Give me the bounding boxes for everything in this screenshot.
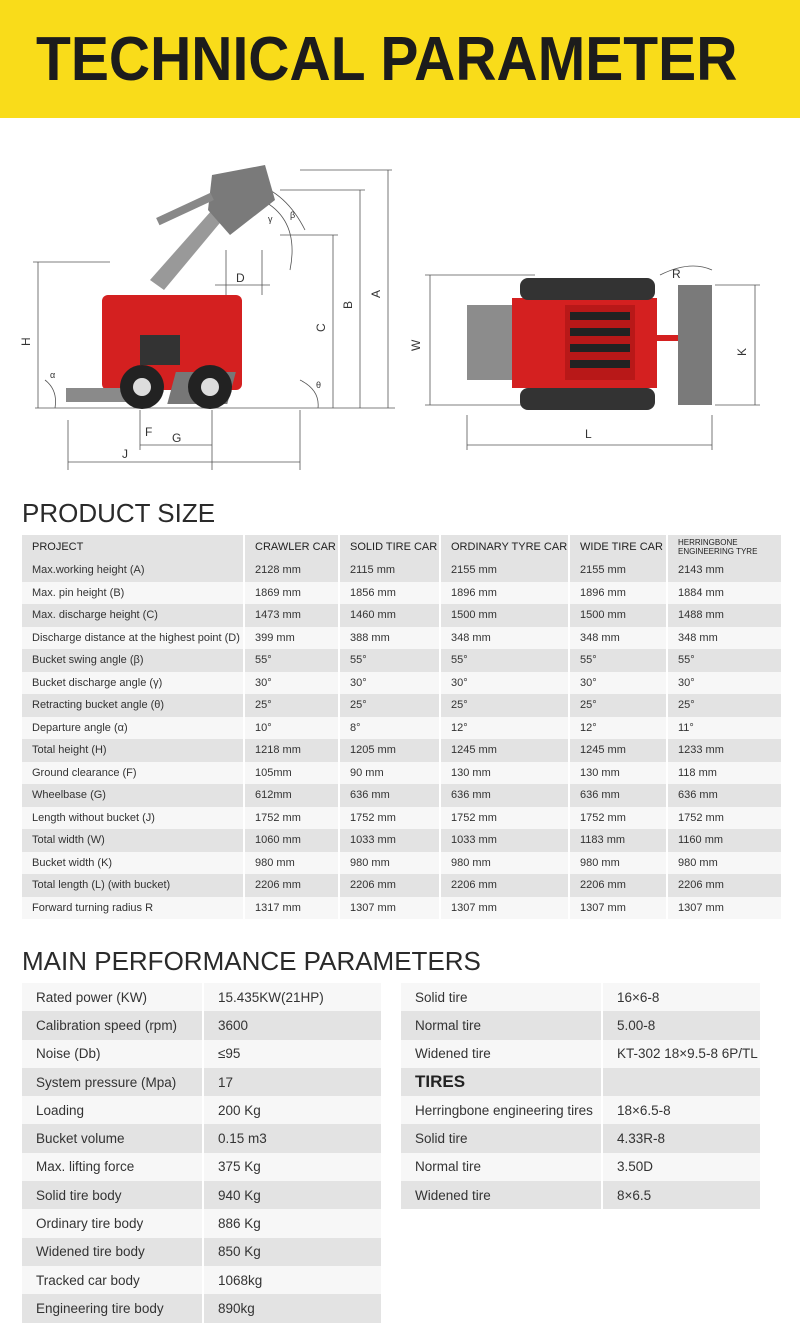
value-cell: 2206 mm bbox=[340, 874, 441, 897]
performance-table-right bbox=[401, 983, 762, 1209]
table-row bbox=[22, 1068, 383, 1096]
table-row bbox=[22, 762, 783, 785]
product-size-table bbox=[22, 535, 783, 919]
value-cell: 1500 mm bbox=[441, 604, 570, 627]
value-cell: 348 mm bbox=[441, 627, 570, 650]
value-cell: 1068kg bbox=[204, 1266, 383, 1294]
value-cell: 1160 mm bbox=[668, 829, 783, 852]
product-size-title: PRODUCT SIZE bbox=[22, 498, 216, 528]
table-row bbox=[401, 1096, 762, 1124]
table-row bbox=[22, 874, 783, 897]
table-row bbox=[22, 1266, 383, 1294]
dim-label-d: D bbox=[236, 271, 245, 285]
parameter-name-cell: Wheelbase (G) bbox=[22, 784, 245, 807]
value-cell: 16×6-8 bbox=[603, 983, 762, 1011]
value-cell: 55° bbox=[668, 649, 783, 672]
value-cell: 5.00-8 bbox=[603, 1011, 762, 1039]
table-row bbox=[22, 717, 783, 740]
value-cell: 1205 mm bbox=[340, 739, 441, 762]
value-cell: 1307 mm bbox=[668, 897, 783, 920]
dim-label-r: R bbox=[672, 267, 681, 281]
value-cell: 375 Kg bbox=[204, 1153, 383, 1181]
parameter-name-cell: Tracked car body bbox=[22, 1266, 204, 1294]
parameter-name-cell: Bucket volume bbox=[22, 1124, 204, 1152]
value-cell: 130 mm bbox=[441, 762, 570, 785]
dim-label-b: B bbox=[341, 300, 355, 309]
value-cell: 1856 mm bbox=[340, 582, 441, 605]
table-row bbox=[401, 1040, 762, 1068]
parameter-name-cell: Normal tire bbox=[401, 1153, 603, 1181]
dim-label-g: G bbox=[172, 431, 182, 445]
dim-label-l: L bbox=[585, 427, 592, 441]
table-row bbox=[22, 784, 783, 807]
table-row bbox=[22, 1040, 383, 1068]
dim-label-w: W bbox=[409, 339, 423, 351]
value-cell: 3.50D bbox=[603, 1153, 762, 1181]
value-cell: 1033 mm bbox=[340, 829, 441, 852]
value-cell: 980 mm bbox=[340, 852, 441, 875]
value-cell: 1896 mm bbox=[570, 582, 668, 605]
value-cell: 636 mm bbox=[668, 784, 783, 807]
parameter-name-cell: Departure angle (α) bbox=[22, 717, 245, 740]
value-cell: 636 mm bbox=[570, 784, 668, 807]
value-cell: 980 mm bbox=[245, 852, 340, 875]
value-cell: 636 mm bbox=[441, 784, 570, 807]
value-cell: 25° bbox=[245, 694, 340, 717]
value-cell: 1317 mm bbox=[245, 897, 340, 920]
table-row bbox=[22, 1181, 383, 1209]
parameter-name-cell: Length without bucket (J) bbox=[22, 807, 245, 830]
table-row bbox=[22, 1011, 383, 1039]
value-cell: 30° bbox=[668, 672, 783, 695]
parameter-name-cell: Noise (Db) bbox=[22, 1040, 204, 1068]
value-cell: 1307 mm bbox=[570, 897, 668, 920]
table-row bbox=[401, 1011, 762, 1039]
value-cell: 886 Kg bbox=[204, 1209, 383, 1237]
value-cell: KT-302 18×9.5-8 6P/TL bbox=[603, 1040, 762, 1068]
value-cell: 12° bbox=[441, 717, 570, 740]
parameter-name-cell: Widened tire bbox=[401, 1181, 603, 1209]
value-cell bbox=[603, 1068, 762, 1096]
parameter-name-cell: Bucket width (K) bbox=[22, 852, 245, 875]
value-cell: 1307 mm bbox=[340, 897, 441, 920]
value-cell: 940 Kg bbox=[204, 1181, 383, 1209]
value-cell: 90 mm bbox=[340, 762, 441, 785]
table-row bbox=[401, 1068, 762, 1096]
value-cell: 25° bbox=[668, 694, 783, 717]
value-cell: 1460 mm bbox=[340, 604, 441, 627]
value-cell: 1488 mm bbox=[668, 604, 783, 627]
value-cell: 30° bbox=[441, 672, 570, 695]
value-cell: 1218 mm bbox=[245, 739, 340, 762]
value-cell: 10° bbox=[245, 717, 340, 740]
title-banner bbox=[0, 0, 800, 118]
value-cell: 3600 bbox=[204, 1011, 383, 1039]
top-view-machine bbox=[425, 266, 760, 450]
table-header-row bbox=[22, 535, 783, 559]
value-cell: 18×6.5-8 bbox=[603, 1096, 762, 1124]
value-cell: 15.435KW(21HP) bbox=[204, 983, 383, 1011]
value-cell: 1752 mm bbox=[668, 807, 783, 830]
value-cell: 1752 mm bbox=[245, 807, 340, 830]
value-cell: 2143 mm bbox=[668, 559, 783, 582]
tires-subheading: TIRES bbox=[401, 1068, 603, 1096]
table-row bbox=[22, 649, 783, 672]
column-header: HERRINGBONE ENGINEERING TYRE bbox=[668, 535, 783, 559]
parameter-name-cell: Solid tire bbox=[401, 1124, 603, 1152]
page-title: TECHNICAL PARAMETER bbox=[36, 25, 738, 94]
parameter-name-cell: Max.working height (A) bbox=[22, 559, 245, 582]
table-row bbox=[22, 983, 383, 1011]
parameter-name-cell: Forward turning radius R bbox=[22, 897, 245, 920]
value-cell: 1033 mm bbox=[441, 829, 570, 852]
value-cell: 8° bbox=[340, 717, 441, 740]
value-cell: ≤95 bbox=[204, 1040, 383, 1068]
value-cell: 12° bbox=[570, 717, 668, 740]
value-cell: 2206 mm bbox=[570, 874, 668, 897]
parameter-name-cell: Rated power (KW) bbox=[22, 983, 204, 1011]
value-cell: 105mm bbox=[245, 762, 340, 785]
side-view-machine bbox=[66, 165, 275, 409]
parameter-name-cell: Max. pin height (B) bbox=[22, 582, 245, 605]
table-row bbox=[22, 604, 783, 627]
value-cell: 2155 mm bbox=[441, 559, 570, 582]
column-header: ORDINARY TYRE CAR bbox=[441, 535, 570, 559]
performance-title: MAIN PERFORMANCE PARAMETERS bbox=[22, 946, 481, 976]
value-cell: 1307 mm bbox=[441, 897, 570, 920]
value-cell: 8×6.5 bbox=[603, 1181, 762, 1209]
table-row bbox=[401, 1181, 762, 1209]
parameter-name-cell: Total length (L) (with bucket) bbox=[22, 874, 245, 897]
column-header: CRAWLER CAR bbox=[245, 535, 340, 559]
table-row bbox=[22, 1209, 383, 1237]
value-cell: 130 mm bbox=[570, 762, 668, 785]
dim-label-k: K bbox=[735, 347, 749, 356]
dim-label-alpha: α bbox=[50, 370, 56, 380]
value-cell: 0.15 m3 bbox=[204, 1124, 383, 1152]
parameter-name-cell: Discharge distance at the highest point (D) bbox=[22, 627, 245, 650]
table-row bbox=[22, 672, 783, 695]
table-row bbox=[22, 807, 783, 830]
table-row bbox=[401, 1153, 762, 1181]
table-row bbox=[22, 852, 783, 875]
parameter-name-cell: Herringbone engineering tires bbox=[401, 1096, 603, 1124]
value-cell: 2206 mm bbox=[441, 874, 570, 897]
value-cell: 2128 mm bbox=[245, 559, 340, 582]
dim-label-c: C bbox=[314, 323, 328, 332]
parameter-name-cell: Ordinary tire body bbox=[22, 1209, 204, 1237]
dim-label-j: J bbox=[122, 447, 128, 461]
value-cell: 1500 mm bbox=[570, 604, 668, 627]
parameter-name-cell: Widened tire bbox=[401, 1040, 603, 1068]
dim-label-f: F bbox=[145, 425, 153, 439]
value-cell: 30° bbox=[245, 672, 340, 695]
value-cell: 636 mm bbox=[340, 784, 441, 807]
table-row bbox=[22, 1124, 383, 1152]
value-cell: 1752 mm bbox=[570, 807, 668, 830]
value-cell: 25° bbox=[441, 694, 570, 717]
value-cell: 55° bbox=[570, 649, 668, 672]
value-cell: 55° bbox=[441, 649, 570, 672]
value-cell: 1183 mm bbox=[570, 829, 668, 852]
parameter-name-cell: System pressure (Mpa) bbox=[22, 1068, 204, 1096]
value-cell: 11° bbox=[668, 717, 783, 740]
table-row bbox=[22, 694, 783, 717]
value-cell: 1060 mm bbox=[245, 829, 340, 852]
value-cell: 1233 mm bbox=[668, 739, 783, 762]
table-row bbox=[22, 1096, 383, 1124]
table-row bbox=[401, 1124, 762, 1152]
parameter-name-cell: Engineering tire body bbox=[22, 1294, 204, 1322]
parameter-name-cell: Calibration speed (rpm) bbox=[22, 1011, 204, 1039]
parameter-name-cell: Widened tire body bbox=[22, 1238, 204, 1266]
value-cell: 2206 mm bbox=[245, 874, 340, 897]
value-cell: 980 mm bbox=[441, 852, 570, 875]
table-row bbox=[22, 1153, 383, 1181]
value-cell: 890kg bbox=[204, 1294, 383, 1322]
table-row bbox=[22, 627, 783, 650]
value-cell: 348 mm bbox=[570, 627, 668, 650]
parameter-name-cell: Solid tire body bbox=[22, 1181, 204, 1209]
parameter-name-cell: Ground clearance (F) bbox=[22, 762, 245, 785]
value-cell: 2115 mm bbox=[340, 559, 441, 582]
value-cell: 25° bbox=[570, 694, 668, 717]
value-cell: 25° bbox=[340, 694, 441, 717]
column-header: SOLID TIRE CAR bbox=[340, 535, 441, 559]
parameter-name-cell: Bucket discharge angle (γ) bbox=[22, 672, 245, 695]
dim-label-theta: θ bbox=[316, 380, 322, 390]
value-cell: 388 mm bbox=[340, 627, 441, 650]
value-cell: 1245 mm bbox=[570, 739, 668, 762]
parameter-name-cell: Solid tire bbox=[401, 983, 603, 1011]
dim-label-gamma: γ bbox=[268, 214, 273, 224]
table-row bbox=[22, 559, 783, 582]
value-cell: 348 mm bbox=[668, 627, 783, 650]
value-cell: 1473 mm bbox=[245, 604, 340, 627]
table-row bbox=[401, 983, 762, 1011]
value-cell: 980 mm bbox=[570, 852, 668, 875]
parameter-name-cell: Max. discharge height (C) bbox=[22, 604, 245, 627]
value-cell: 30° bbox=[570, 672, 668, 695]
technical-drawing bbox=[0, 140, 800, 480]
value-cell: 2155 mm bbox=[570, 559, 668, 582]
parameter-name-cell: Loading bbox=[22, 1096, 204, 1124]
value-cell: 118 mm bbox=[668, 762, 783, 785]
column-header: WIDE TIRE CAR bbox=[570, 535, 668, 559]
value-cell: 612mm bbox=[245, 784, 340, 807]
value-cell: 30° bbox=[340, 672, 441, 695]
table-row bbox=[22, 1238, 383, 1266]
value-cell: 1869 mm bbox=[245, 582, 340, 605]
value-cell: 850 Kg bbox=[204, 1238, 383, 1266]
value-cell: 55° bbox=[340, 649, 441, 672]
value-cell: 1884 mm bbox=[668, 582, 783, 605]
table-row bbox=[22, 739, 783, 762]
value-cell: 55° bbox=[245, 649, 340, 672]
dim-label-beta: β bbox=[290, 210, 296, 220]
value-cell: 1752 mm bbox=[340, 807, 441, 830]
value-cell: 1752 mm bbox=[441, 807, 570, 830]
parameter-name-cell: Max. lifting force bbox=[22, 1153, 204, 1181]
value-cell: 1896 mm bbox=[441, 582, 570, 605]
table-row bbox=[22, 829, 783, 852]
dim-label-a: A bbox=[369, 289, 383, 298]
parameter-name-cell: Retracting bucket angle (θ) bbox=[22, 694, 245, 717]
dim-label-h: H bbox=[19, 337, 33, 346]
column-header: PROJECT bbox=[22, 535, 245, 559]
parameter-name-cell: Total width (W) bbox=[22, 829, 245, 852]
value-cell: 4.33R-8 bbox=[603, 1124, 762, 1152]
parameter-name-cell: Normal tire bbox=[401, 1011, 603, 1039]
table-row bbox=[22, 897, 783, 920]
value-cell: 17 bbox=[204, 1068, 383, 1096]
performance-table-left bbox=[22, 983, 383, 1323]
value-cell: 980 mm bbox=[668, 852, 783, 875]
parameter-name-cell: Total height (H) bbox=[22, 739, 245, 762]
table-row bbox=[22, 582, 783, 605]
value-cell: 200 Kg bbox=[204, 1096, 383, 1124]
value-cell: 399 mm bbox=[245, 627, 340, 650]
parameter-name-cell: Bucket swing angle (β) bbox=[22, 649, 245, 672]
value-cell: 1245 mm bbox=[441, 739, 570, 762]
value-cell: 2206 mm bbox=[668, 874, 783, 897]
table-row bbox=[22, 1294, 383, 1322]
